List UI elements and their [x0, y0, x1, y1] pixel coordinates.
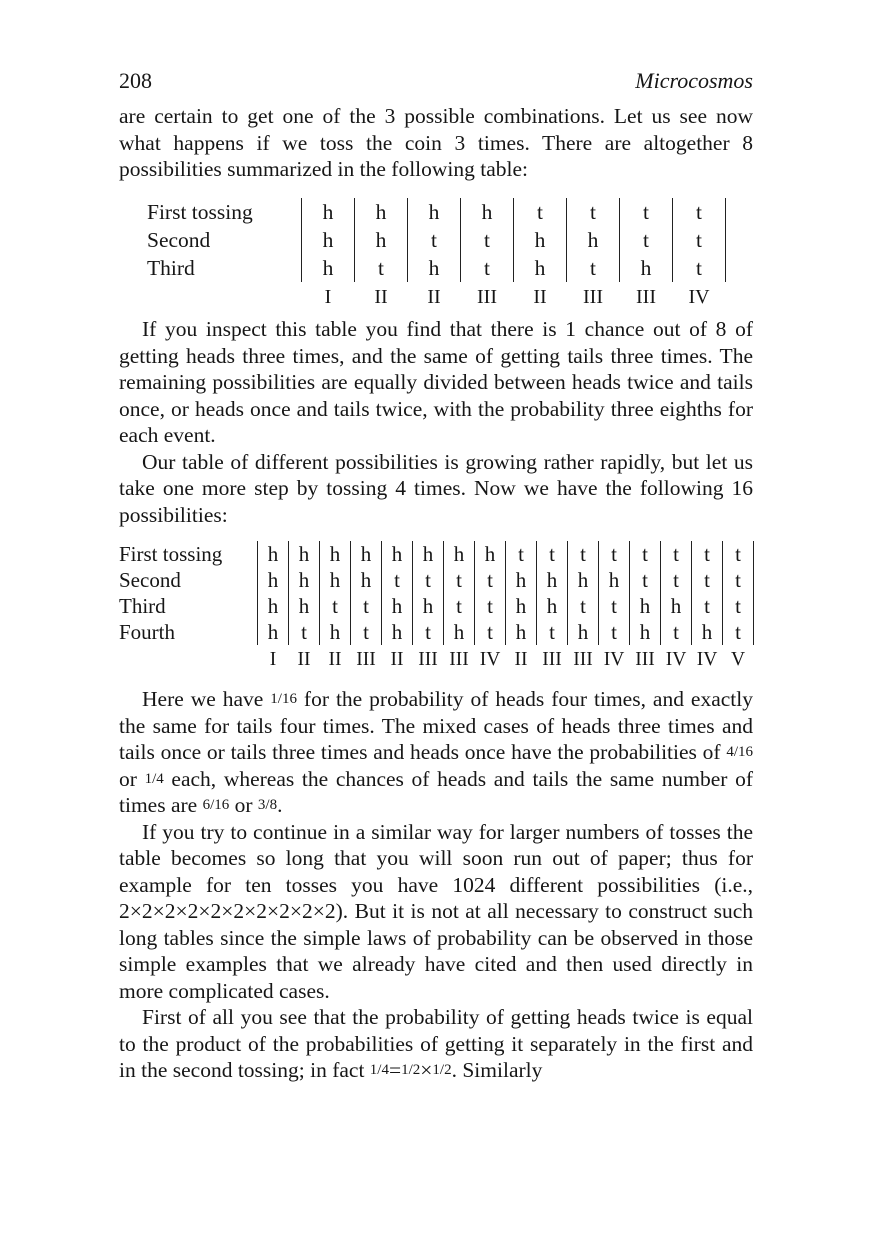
outcome-cell: t [723, 541, 754, 567]
outcome-cell: h [567, 226, 620, 254]
outcome-cell: t [673, 254, 726, 282]
class-numeral: III [356, 649, 376, 670]
outcome-cell: t [475, 619, 506, 645]
outcome-cell: t [723, 567, 754, 593]
class-numeral: II [514, 649, 528, 670]
outcome-cell: t [289, 619, 320, 645]
class-numeral: III [477, 285, 497, 308]
three-toss-row [147, 226, 726, 254]
outcome-cell: t [537, 619, 568, 645]
fraction: 1/4 [369, 1062, 389, 1078]
four-toss-table [119, 541, 754, 675]
class-numeral: III [636, 285, 656, 308]
four-toss-row [119, 619, 754, 645]
outcome-cell: h [320, 619, 351, 645]
class-numeral: III [583, 285, 603, 308]
page-number: 208 [119, 68, 152, 93]
paragraph-product-rule [119, 1004, 753, 1084]
outcome-cell: t [461, 226, 514, 254]
outcome-cell: t [661, 541, 692, 567]
row-label: Second [119, 567, 181, 592]
outcome-cell: t [599, 541, 630, 567]
text-run: × [420, 1058, 433, 1082]
outcome-cell: t [568, 593, 599, 619]
outcome-cell: h [630, 619, 661, 645]
outcome-cell: h [302, 198, 355, 226]
outcome-cell: h [351, 567, 382, 593]
fraction: 1/2 [432, 1062, 452, 1078]
paragraph-four-toss-probabilities [119, 686, 753, 819]
outcome-cell: t [413, 619, 444, 645]
outcome-cell: t [514, 198, 567, 226]
class-numeral: IV [603, 649, 625, 670]
outcome-cell: h [302, 254, 355, 282]
class-numeral: III [449, 649, 469, 670]
outcome-cell: h [320, 541, 351, 567]
row-label-empty [147, 282, 302, 312]
outcome-cell: h [258, 541, 289, 567]
class-numeral: II [297, 649, 311, 670]
outcome-cell: h [258, 593, 289, 619]
outcome-cell: t [692, 567, 723, 593]
class-numeral: III [573, 649, 593, 670]
outcome-cell: t [661, 567, 692, 593]
class-numeral: I [269, 649, 277, 670]
outcome-cell: t [620, 226, 673, 254]
class-numeral: II [328, 649, 342, 670]
outcome-cell: t [320, 593, 351, 619]
three-toss-row [147, 198, 726, 226]
outcome-cell: h [661, 593, 692, 619]
fraction: 1/2 [401, 1062, 421, 1078]
outcome-cell: t [692, 593, 723, 619]
outcome-cell: t [537, 541, 568, 567]
three-toss-table [147, 198, 726, 312]
row-label: First tossing [147, 199, 253, 224]
four-toss-class-row [119, 645, 754, 675]
outcome-cell: h [568, 619, 599, 645]
outcome-cell: t [408, 226, 461, 254]
paragraph-larger-numbers: If you try to continue in a similar way for larger numbers of tosses the table becomes so long that you will soon run out of paper; thus for example for ten tosses you have 1024 different possibilities (i.e., 2×2×2×2×2×2×2×2×2×2). But it is not at all necessary to construct such long tables since the simple laws of probability can be observed in those simple examples that we already have cited and then used directly in more complicated cases. [119, 819, 753, 1003]
outcome-cell: h [514, 226, 567, 254]
outcome-cell: t [444, 593, 475, 619]
outcome-cell: h [568, 567, 599, 593]
paragraph-intro: are certain to get one of the 3 possible combinations. Let us see now what happens if we toss the coin 3 times. There are altogether 8 possibilities summarized in the following table: [119, 104, 753, 181]
class-numeral: IV [479, 649, 501, 670]
class-numeral: II [533, 285, 547, 308]
paragraph-three-toss-analysis: If you inspect this table you find that there is 1 chance out of 8 of getting heads three times, and the same of getting tails three times. The remaining possibilities are equally divided between heads twice and tails once, or heads once and tails twice, with the probability three eighths for each event. [119, 317, 753, 447]
outcome-cell: t [630, 541, 661, 567]
outcome-cell: h [444, 619, 475, 645]
text-run: Here we have [142, 687, 271, 711]
outcome-cell: h [408, 198, 461, 226]
outcome-cell: t [661, 619, 692, 645]
outcome-cell: h [351, 541, 382, 567]
outcome-cell: t [355, 254, 408, 282]
outcome-cell: t [413, 567, 444, 593]
class-numeral: V [730, 649, 746, 670]
outcome-cell: h [289, 567, 320, 593]
outcome-cell: h [461, 198, 514, 226]
fraction: 1/16 [270, 691, 297, 707]
outcome-cell: t [475, 593, 506, 619]
outcome-cell: t [568, 541, 599, 567]
text-run: = [388, 1058, 402, 1082]
class-numeral: I [324, 285, 332, 308]
row-label: Fourth [119, 619, 176, 644]
fraction: 1/4 [144, 770, 164, 787]
outcome-cell: h [630, 593, 661, 619]
outcome-cell: h [382, 541, 413, 567]
outcome-cell: h [506, 593, 537, 619]
outcome-cell: h [475, 541, 506, 567]
outcome-cell: h [382, 593, 413, 619]
class-numeral: III [635, 649, 655, 670]
outcome-cell: t [461, 254, 514, 282]
row-label-empty [119, 645, 258, 675]
text-run: or [119, 766, 145, 791]
fraction: 4/16 [726, 744, 753, 760]
row-label: First tossing [119, 541, 223, 566]
text-run: or [229, 793, 258, 817]
outcome-cell: t [723, 619, 754, 645]
outcome-cell: h [408, 254, 461, 282]
outcome-cell: h [514, 254, 567, 282]
outcome-cell: h [537, 593, 568, 619]
four-toss-row [119, 541, 754, 567]
outcome-cell: h [506, 619, 537, 645]
outcome-cell: t [630, 567, 661, 593]
outcome-cell: h [620, 254, 673, 282]
four-toss-row [119, 567, 754, 593]
row-label: Third [147, 255, 195, 280]
paragraph-four-toss-intro: Our table of different possibilities is growing rather rapidly, but let us take one more step by tossing 4 times. Now we have the following 16 possibilities: [119, 449, 753, 527]
text-block-bottom [119, 686, 753, 1084]
class-numeral: IV [688, 285, 710, 308]
outcome-cell: h [599, 567, 630, 593]
three-toss-class-row [147, 282, 726, 312]
text-run: First of all you see that the probability of getting heads twice is equal to the product of the probabilities of getting it separately in the first and in the second tossing; in fact [119, 1005, 753, 1082]
fraction: 3/8 [257, 797, 278, 813]
outcome-cell: t [599, 593, 630, 619]
outcome-cell: t [673, 198, 726, 226]
outcome-cell: h [302, 226, 355, 254]
class-numeral: II [427, 285, 441, 308]
text-run: each, whereas the chances of heads and tails the same number of times are [119, 766, 753, 817]
row-label: Third [119, 593, 166, 618]
outcome-cell: h [355, 226, 408, 254]
outcome-cell: h [444, 541, 475, 567]
outcome-cell: h [692, 619, 723, 645]
outcome-cell: t [567, 198, 620, 226]
outcome-cell: t [620, 198, 673, 226]
text-block-top [119, 103, 753, 183]
four-toss-row [119, 593, 754, 619]
outcome-cell: t [567, 254, 620, 282]
class-numeral: IV [696, 649, 718, 670]
page-header [119, 68, 753, 96]
text-run: for the probability of heads four times, and exactly the same for tails four times. The mixed cases of heads three times and tails once or tails three times and heads once have the probabilities of [119, 687, 753, 764]
class-numeral: II [374, 285, 388, 308]
outcome-cell: t [506, 541, 537, 567]
class-numeral: III [418, 649, 438, 670]
text-run: . [277, 793, 283, 817]
fraction: 6/16 [202, 797, 230, 813]
row-label: Second [147, 227, 211, 252]
outcome-cell: h [289, 593, 320, 619]
class-numeral: II [390, 649, 404, 670]
text-run: . Similarly [451, 1058, 543, 1082]
class-numeral: IV [665, 649, 687, 670]
class-numeral: III [542, 649, 562, 670]
running-title: Microcosmos [635, 68, 753, 93]
outcome-cell: h [289, 541, 320, 567]
outcome-cell: t [444, 567, 475, 593]
three-toss-row [147, 254, 726, 282]
outcome-cell: t [599, 619, 630, 645]
outcome-cell: t [382, 567, 413, 593]
outcome-cell: t [351, 619, 382, 645]
text-block-middle [119, 316, 753, 528]
outcome-cell: h [506, 567, 537, 593]
outcome-cell: h [258, 619, 289, 645]
outcome-cell: t [692, 541, 723, 567]
outcome-cell: h [382, 619, 413, 645]
outcome-cell: t [723, 593, 754, 619]
outcome-cell: h [320, 567, 351, 593]
outcome-cell: h [413, 593, 444, 619]
outcome-cell: h [355, 198, 408, 226]
outcome-cell: h [258, 567, 289, 593]
outcome-cell: h [537, 567, 568, 593]
outcome-cell: t [673, 226, 726, 254]
outcome-cell: t [475, 567, 506, 593]
outcome-cell: h [413, 541, 444, 567]
outcome-cell: t [351, 593, 382, 619]
